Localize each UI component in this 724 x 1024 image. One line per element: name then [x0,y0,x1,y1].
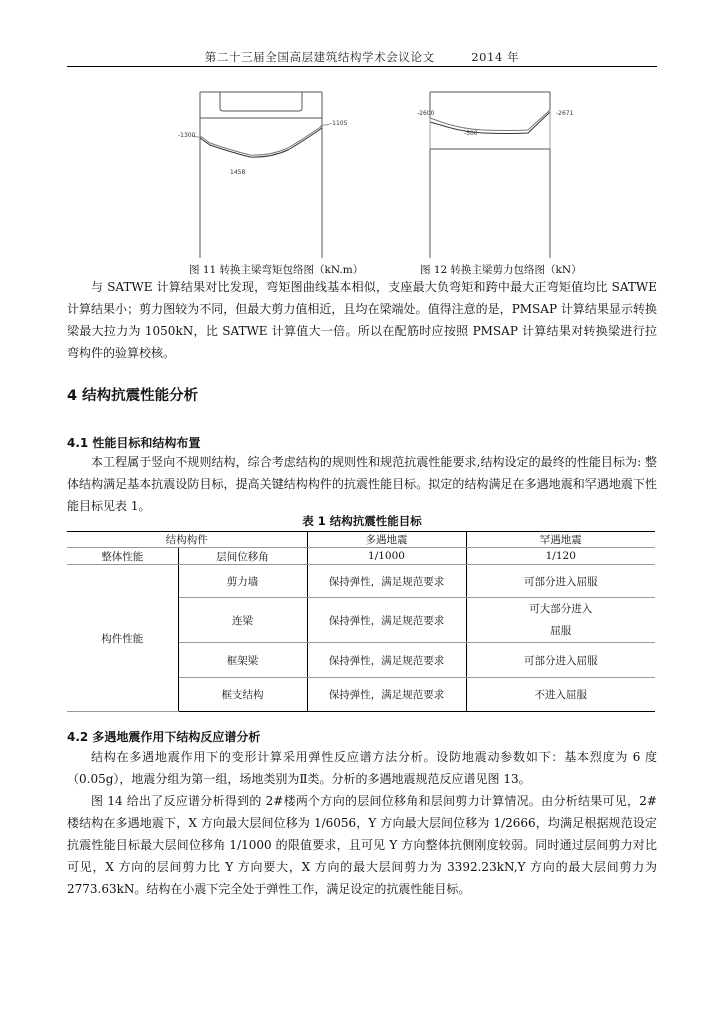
fig12-label-right: -2671 [556,110,574,117]
cell-overall-frequent: 1/1000 [307,548,466,565]
paragraph-text: 与 SATWE 计算结果对比发现，弯矩图曲线基本相似，支座最大负弯矩和跨中最大正弯矩值均比 SATWE 计算结果小；剪力图较为不同，但最大剪力值相近，且均在梁端处。值得注意的是，PMSAP 计算结果显示转换梁最大拉力为 1050kN，比 SATWE 计算值大一倍。所以在配筋时应按照 PMSAP 计算结果对转换梁进行拉弯构件的验算校核。 [67,280,657,360]
cell-member-label: 构件性能 [67,565,178,712]
cell-rare: 可部分进入屈服 [466,565,655,598]
cell-overall-item: 层间位移角 [178,548,307,565]
table-1-title: 表 1 结构抗震性能目标 [302,514,422,528]
table-header-row [67,532,655,548]
cell-name: 框架梁 [178,643,307,678]
paragraph-performance-goal [67,451,657,517]
figure-12-caption: 图 12 转换主梁剪力包络图（kN） [420,264,582,276]
th-frequent: 多遇地震 [307,532,466,548]
running-header [0,49,724,65]
header-year: 2014 年 [471,50,520,64]
figure-11-moment-envelope [170,88,360,260]
cell-frequent: 保持弹性，满足规范要求 [307,678,466,712]
cell-rare [466,598,655,643]
cell-frequent: 保持弹性，满足规范要求 [307,598,466,643]
figure-11-caption: 图 11 转换主梁弯矩包络图（kN.m） [189,264,364,276]
cell-name: 连梁 [178,598,307,643]
cell-overall-label: 整体性能 [67,548,178,565]
paragraph-text: 结构在多遇地震作用下的变形计算采用弹性反应谱方法分析。设防地震动参数如下：基本烈度为 6 度（0.05g），地震分组为第一组，场地类别为Ⅱ类。分析的多遇地震规范反应谱见图 13。 [67,750,657,786]
fig11-label-bottom: 1458 [230,169,246,176]
cell-rare-line2: 屈服 [550,625,572,637]
table-seismic-performance [67,531,655,712]
cell-rare-line1: 可大部分进入 [529,603,593,615]
paragraph-text: 本工程属于竖向不规则结构，综合考虑结构的规则性和规范抗震性能要求,结构设定的最终的性能目标为: 整体结构满足基本抗震设防目标，提高关键结构构件的抗震性能目标。拟定的结构满足在多遇地震和罕遇地震下性能目标见表 1。 [67,455,657,513]
fig11-label-right: -1105 [330,120,348,127]
th-rare: 罕遇地震 [466,532,655,548]
section-4-2-heading: 4.2 多遇地震作用下结构反应谱分析 [67,730,261,744]
section-4-1-heading: 4.1 性能目标和结构布置 [67,436,201,450]
paragraph-response-spectrum [67,746,657,900]
cell-name: 框支结构 [178,678,307,712]
cell-name: 剪力墙 [178,565,307,598]
fig11-label-left: -1300 [178,132,196,139]
table-row [67,565,655,598]
header-rule [67,66,657,67]
cell-rare: 可部分进入屈服 [466,643,655,678]
moment-envelope-curve [200,128,322,157]
opening-frame [220,92,302,111]
cell-overall-rare: 1/120 [466,548,655,565]
cell-frequent: 保持弹性，满足规范要求 [307,643,466,678]
fig12-label-mid: -500 [464,130,478,137]
paragraph-comparison [67,276,657,364]
figure-12-shear-envelope [408,88,578,260]
section-4-heading: 4 结构抗震性能分析 [67,388,199,404]
fig12-label-left: -2600 [417,110,435,117]
cell-frequent: 保持弹性，满足规范要求 [307,565,466,598]
cell-rare: 不进入屈服 [466,678,655,712]
header-title: 第二十三届全国高层建筑结构学术会议论文 [204,50,435,64]
th-component: 结构构件 [67,532,307,548]
paragraph-text: 图 14 给出了反应谱分析得到的 2#楼两个方向的层间位移角和层间剪力计算情况。由分析结果可见，2#楼结构在多遇地震下，X 方向最大层间位移为 1/6056，Y 方向最大层间位移为 1/2666，均满足根据规范设定抗震性能目标最大层间位移角 1/1000 的限值要求，且可见 Y 方向整体抗侧刚度较弱。同时通过层间剪力对比可见，X 方向的层间剪力比 Y 方向要大，X 方向的最大层间剪力为 3392.23kN,Y 方向的最大层间剪力为 2773.63kN。结构在小震下完全处于弹性工作，满足设定的抗震性能目标。 [67,794,657,896]
table-row [67,548,655,565]
